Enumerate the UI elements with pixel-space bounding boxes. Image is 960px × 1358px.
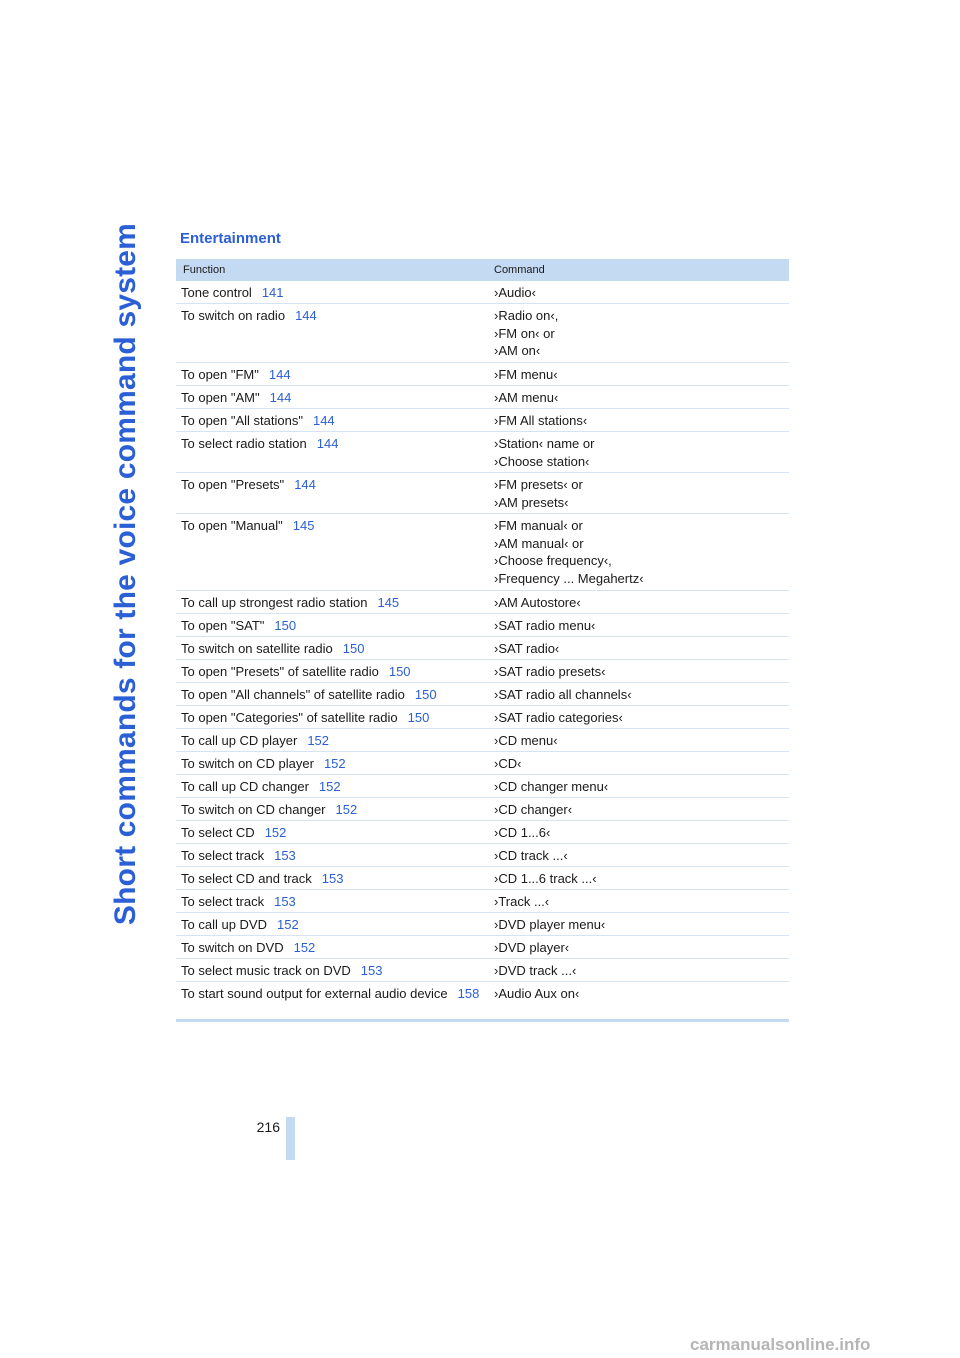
table-row bbox=[176, 304, 789, 363]
table-row bbox=[176, 729, 789, 752]
page-reference-link[interactable]: 153 bbox=[321, 871, 344, 886]
table-row bbox=[176, 637, 789, 660]
command-cell bbox=[494, 801, 789, 820]
command-line: ›AM on‹ bbox=[494, 343, 541, 358]
command-line: ›Audio‹ bbox=[494, 285, 536, 300]
table-row bbox=[176, 660, 789, 683]
page-reference-link[interactable]: 150 bbox=[388, 664, 411, 679]
function-cell bbox=[176, 284, 494, 303]
table-row bbox=[176, 591, 789, 614]
table-row bbox=[176, 798, 789, 821]
command-line: ›CD 1...6 track ...‹ bbox=[494, 871, 597, 886]
command-cell bbox=[494, 847, 789, 866]
function-cell bbox=[176, 517, 494, 590]
page-reference-link[interactable]: 150 bbox=[342, 641, 365, 656]
function-text: Tone control bbox=[181, 285, 252, 300]
function-cell bbox=[176, 594, 494, 613]
function-cell bbox=[176, 893, 494, 912]
function-text: To open "FM" bbox=[181, 367, 259, 382]
function-text: To open "All channels" of satellite radio bbox=[181, 687, 405, 702]
command-cell bbox=[494, 389, 789, 408]
command-cell bbox=[494, 962, 789, 981]
function-cell bbox=[176, 732, 494, 751]
command-line: ›Choose frequency‹, bbox=[494, 553, 612, 568]
function-text: To select CD bbox=[181, 825, 255, 840]
table-row bbox=[176, 514, 789, 591]
function-text: To open "Manual" bbox=[181, 518, 283, 533]
page-reference-link[interactable]: 152 bbox=[264, 825, 287, 840]
function-cell bbox=[176, 939, 494, 958]
function-cell bbox=[176, 916, 494, 935]
table-row bbox=[176, 867, 789, 890]
function-cell bbox=[176, 307, 494, 362]
function-cell bbox=[176, 801, 494, 820]
function-cell bbox=[176, 435, 494, 472]
table-row bbox=[176, 982, 789, 1022]
page-reference-link[interactable]: 144 bbox=[268, 367, 291, 382]
command-cell bbox=[494, 985, 789, 1019]
command-line: ›CD track ...‹ bbox=[494, 848, 568, 863]
table-row bbox=[176, 936, 789, 959]
page-reference-link[interactable]: 145 bbox=[377, 595, 400, 610]
page-marker-bar bbox=[286, 1117, 295, 1160]
function-text: To switch on DVD bbox=[181, 940, 284, 955]
command-cell bbox=[494, 709, 789, 728]
page-reference-link[interactable]: 141 bbox=[261, 285, 284, 300]
table-row bbox=[176, 614, 789, 637]
command-line: ›FM menu‹ bbox=[494, 367, 558, 382]
table-row bbox=[176, 386, 789, 409]
function-cell bbox=[176, 686, 494, 705]
page-reference-link[interactable]: 153 bbox=[274, 894, 296, 909]
function-text: To call up strongest radio station bbox=[181, 595, 368, 610]
page-reference-link[interactable]: 153 bbox=[274, 848, 296, 863]
command-line: ›SAT radio presets‹ bbox=[494, 664, 606, 679]
command-line: ›CD changer‹ bbox=[494, 802, 573, 817]
function-text: To select track bbox=[181, 848, 265, 863]
function-text: To call up DVD bbox=[181, 917, 267, 932]
page-number: 216 bbox=[256, 1119, 280, 1135]
command-cell bbox=[494, 307, 789, 362]
table-row bbox=[176, 959, 789, 982]
page-reference-link[interactable]: 150 bbox=[274, 618, 297, 633]
function-cell bbox=[176, 778, 494, 797]
command-cell bbox=[494, 686, 789, 705]
command-cell bbox=[494, 412, 789, 431]
page-reference-link[interactable]: 145 bbox=[292, 518, 315, 533]
command-line: ›CD‹ bbox=[494, 756, 522, 771]
table-row bbox=[176, 473, 789, 514]
command-cell bbox=[494, 824, 789, 843]
function-text: To select radio station bbox=[181, 436, 307, 451]
command-line: ›SAT radio‹ bbox=[494, 641, 560, 656]
command-line: ›CD changer menu‹ bbox=[494, 779, 609, 794]
function-cell bbox=[176, 663, 494, 682]
command-cell bbox=[494, 366, 789, 385]
function-cell bbox=[176, 476, 494, 513]
command-cell bbox=[494, 640, 789, 659]
command-line: ›Choose station‹ bbox=[494, 453, 590, 469]
command-cell bbox=[494, 284, 789, 303]
header-command: Command bbox=[494, 264, 545, 276]
table-row bbox=[176, 752, 789, 775]
function-cell bbox=[176, 389, 494, 408]
page-reference-link[interactable]: 152 bbox=[293, 940, 316, 955]
command-line: ›Frequency ... Megahertz‹ bbox=[494, 570, 644, 586]
command-line: ›Track ...‹ bbox=[494, 894, 550, 909]
command-line: ›CD 1...6‹ bbox=[494, 825, 551, 840]
command-cell bbox=[494, 617, 789, 636]
function-text: To open "All stations" bbox=[181, 413, 303, 428]
header-function: Function bbox=[183, 264, 226, 276]
command-line: ›SAT radio categories‹ bbox=[494, 710, 623, 725]
function-cell bbox=[176, 870, 494, 889]
side-section-title: Short commands for the voice command system bbox=[109, 222, 142, 926]
function-text: To select music track on DVD bbox=[181, 963, 351, 978]
function-text: To open "Presets" of satellite radio bbox=[181, 664, 379, 679]
table-row bbox=[176, 432, 789, 473]
command-cell bbox=[494, 755, 789, 774]
function-text: To switch on CD player bbox=[181, 756, 314, 771]
command-line: ›FM manual‹ or bbox=[494, 518, 583, 533]
page-reference-link[interactable]: 152 bbox=[276, 917, 299, 932]
table-row bbox=[176, 821, 789, 844]
function-cell bbox=[176, 755, 494, 774]
page-reference-link[interactable]: 153 bbox=[360, 963, 383, 978]
function-cell bbox=[176, 412, 494, 431]
function-text: To select CD and track bbox=[181, 871, 312, 886]
command-cell bbox=[494, 870, 789, 889]
command-table bbox=[176, 259, 789, 1022]
page-reference-link[interactable]: 144 bbox=[295, 308, 317, 323]
table-row bbox=[176, 281, 789, 304]
function-cell bbox=[176, 985, 494, 1019]
command-cell bbox=[494, 732, 789, 751]
command-line: ›SAT radio all channels‹ bbox=[494, 687, 632, 702]
function-cell bbox=[176, 847, 494, 866]
command-line: ›SAT radio menu‹ bbox=[494, 618, 596, 633]
command-line: ›AM manual‹ or bbox=[494, 535, 584, 551]
command-line: ›DVD player menu‹ bbox=[494, 917, 606, 932]
page-reference-link[interactable]: 150 bbox=[407, 710, 430, 725]
table-row bbox=[176, 409, 789, 432]
command-cell bbox=[494, 939, 789, 958]
page-reference-link[interactable]: 158 bbox=[457, 986, 480, 1001]
page-reference-link[interactable]: 152 bbox=[318, 779, 341, 794]
function-cell bbox=[176, 640, 494, 659]
command-line: ›FM on‹ or bbox=[494, 325, 555, 341]
command-cell bbox=[494, 916, 789, 935]
function-text: To switch on CD changer bbox=[181, 802, 326, 817]
function-cell bbox=[176, 617, 494, 636]
function-text: To open "AM" bbox=[181, 390, 260, 405]
function-cell bbox=[176, 709, 494, 728]
command-cell bbox=[494, 778, 789, 797]
command-line: ›Audio Aux on‹ bbox=[494, 986, 580, 1001]
command-line: ›AM Autostore‹ bbox=[494, 595, 581, 610]
function-cell bbox=[176, 824, 494, 843]
section-title: Entertainment bbox=[180, 230, 281, 247]
table-row bbox=[176, 775, 789, 798]
table-header bbox=[176, 259, 789, 281]
function-text: To switch on satellite radio bbox=[181, 641, 333, 656]
command-line: ›AM menu‹ bbox=[494, 390, 559, 405]
page-reference-link[interactable]: 144 bbox=[312, 413, 335, 428]
command-cell bbox=[494, 517, 789, 590]
command-cell bbox=[494, 476, 789, 513]
function-text: To open "SAT" bbox=[181, 618, 265, 633]
command-line: ›FM All stations‹ bbox=[494, 413, 588, 428]
table-row bbox=[176, 706, 789, 729]
command-line: ›DVD track ...‹ bbox=[494, 963, 577, 978]
command-line: ›AM presets‹ bbox=[494, 494, 569, 510]
command-cell bbox=[494, 594, 789, 613]
function-text: To call up CD player bbox=[181, 733, 298, 748]
page-reference-link[interactable]: 144 bbox=[316, 436, 339, 451]
command-line: ›CD menu‹ bbox=[494, 733, 558, 748]
command-line: ›Radio on‹, bbox=[494, 308, 559, 323]
function-text: To open "Presets" bbox=[181, 477, 285, 492]
command-line: ›DVD player‹ bbox=[494, 940, 570, 955]
function-text: To start sound output for external audio device bbox=[181, 986, 448, 1001]
table-row bbox=[176, 890, 789, 913]
function-cell bbox=[176, 366, 494, 385]
table-row bbox=[176, 844, 789, 867]
page-reference-link[interactable]: 152 bbox=[323, 756, 346, 771]
table-body bbox=[176, 281, 789, 1022]
table-row bbox=[176, 683, 789, 706]
page-reference-link[interactable]: 144 bbox=[269, 390, 292, 405]
function-text: To call up CD changer bbox=[181, 779, 309, 794]
page-reference-link[interactable]: 144 bbox=[294, 477, 316, 492]
function-text: To open "Categories" of satellite radio bbox=[181, 710, 398, 725]
watermark: carmanualsonline.info bbox=[690, 1335, 871, 1354]
page-reference-link[interactable]: 152 bbox=[307, 733, 330, 748]
command-cell bbox=[494, 893, 789, 912]
command-cell bbox=[494, 663, 789, 682]
function-cell bbox=[176, 962, 494, 981]
table-row bbox=[176, 913, 789, 936]
command-line: ›Station‹ name or bbox=[494, 436, 595, 451]
page-reference-link[interactable]: 150 bbox=[414, 687, 437, 702]
table-row bbox=[176, 363, 789, 386]
page-reference-link[interactable]: 152 bbox=[335, 802, 358, 817]
command-line: ›FM presets‹ or bbox=[494, 477, 583, 492]
function-text: To select track bbox=[181, 894, 265, 909]
function-text: To switch on radio bbox=[181, 308, 286, 323]
command-cell bbox=[494, 435, 789, 472]
